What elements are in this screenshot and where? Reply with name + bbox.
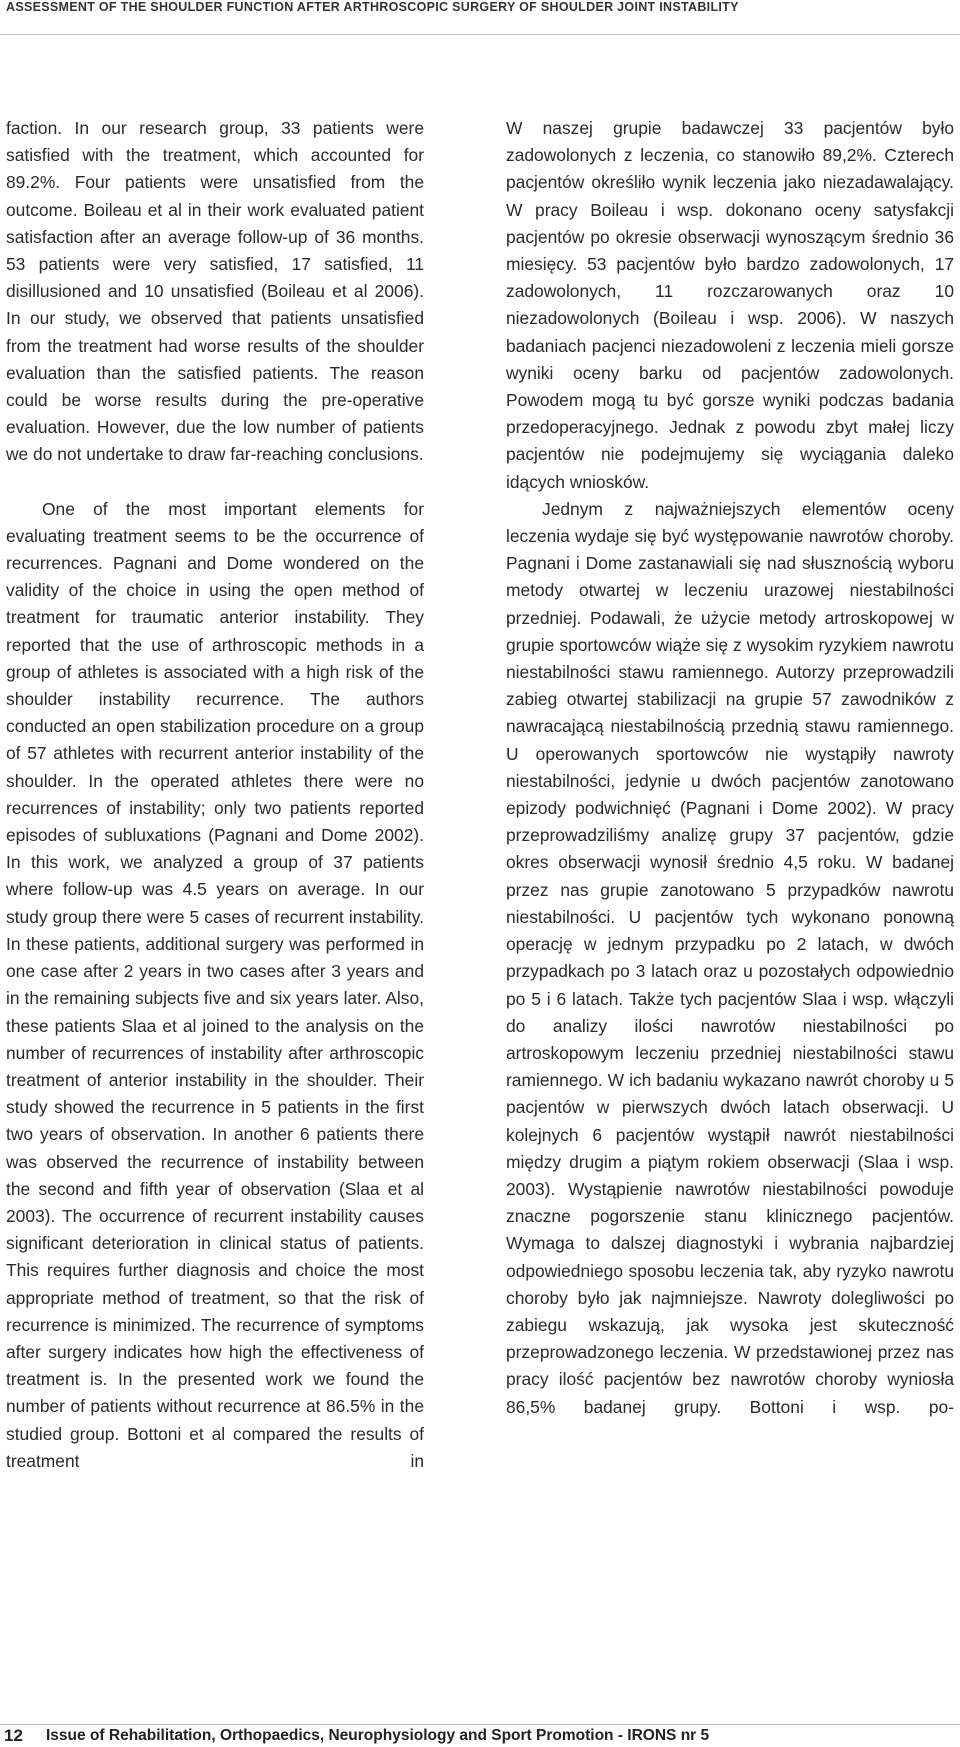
right-paragraph-recurrence: Jednym z najważniejszych elementów oceny leczenia wydaje się być występowanie nawrotów choroby. Pagnani i Dome zastanawiali się nad słusznością wyboru metody otwartej w leczeniu urazowej niestabilności przedniej. Podawali, że użycie metody artroskopowej w grupie sportowców wiąże się z wysokim ryzykiem nawrotu niestabilności stawu ramiennego. Autorzy przeprowadzili zabieg otwartej stabilizacji na grupie 57 zawodników z nawracającą niestabilnością przednią stawu ramiennego. U operowanych sportowców nie wystąpiły nawroty niestabilności, jedynie u dwóch pacjentów zanotowano epizody podwichnięć (Pagnani i Dome 2002). W pracy przeprowadziliśmy analizę grupy 37 pacjentów, gdzie okres obserwacji wynosił średnio 4,5 roku. W badanej przez nas grupie zanotowano 5 przypadków nawrotu niestabilności. U pacjentów tych wykonano ponowną operację w jednym przypadku po 2 latach, w dwóch przypadkach po 3 latach oraz u pozostałych odpowiednio po 5 i 6 latach. Także tych pacjentów Slaa i wsp. włączyli do analizy ilości nawrotów niestabilności po artroskopowym leczeniu przedniej niestabilności stawu ramiennego. W ich badaniu wykazano nawrót choroby u 5 pacjentów w pierwszych dwóch latach obserwacji. U kolejnych 6 pacjentów wystąpił nawrót niestabilności między drugim a piątym rokiem obserwacji (Slaa i wsp. 2003). Wystąpienie nawrotów niestabilności powoduje znaczne pogorszenie stanu klinicznego pacjentów. Wymaga to dalszej diagnostyki i wybrania najbardziej odpowiedniego sposobu leczenia tak, aby ryzyko nawrotu choroby było jak najmniejsze. Nawroty dolegliwości po zabiegu wskazują, jak wysoka jest skuteczność przeprowadzonego leczenia. W przedstawionej przez nas pracy ilość pacjentów bez nawrotów choroby wyniosła 86,5% badanej grupy. Bottoni i wsp. po-: [506, 498, 954, 1417]
running-header-title: ASSESSMENT OF THE SHOULDER FUNCTION AFTER ARTHROSCOPIC SURGERY OF SHOULDER JOINT INSTABILITY: [6, 0, 739, 14]
page-footer: [0, 1726, 960, 1747]
left-paragraph-satisfaction: faction. In our research group, 33 patients were satisfied with the treatment, which accounted for 89.2%. Four patients were unsatisfied from the outcome. Boileau et al in their work evaluated patient satisfaction after an average follow-up of 36 months. 53 patients were very satisfied, 17 satisfied, 11 disillusioned and 10 unsatisfied (Boileau et al 2006). In our study, we observed that patients unsatisfied from the treatment had worse results of the shoulder evaluation than the satisfied patients. The reason could be worse results during the pre-operative evaluation. However, due the low number of patients we do not undertake to draw far-reaching conclusions.: [6, 118, 424, 465]
left-column-english: [6, 115, 424, 1475]
right-paragraph-satisfaction: W naszej grupie badawczej 33 pacjentów było zadowolonych z leczenia, co stanowiło 89,2%. Czterech pacjentów określiło wynik leczenia jako niezadawalający. W pracy Boileau i wsp. dokonano oceny satysfakcji pacjentów po okresie obserwacji wynoszącym średnio 36 miesięcy. 53 pacjentów było bardzo zadowolonych, 17 zadowolonych, 11 rozczarowanych oraz 10 niezadowolonych (Boileau i wsp. 2006). W naszych badaniach pacjenci niezadowoleni z leczenia mieli gorsze wyniki oceny barku od pacjentów zadowolonych. Powodem mogą tu być gorsze wyniki podczas badania przedoperacyjnego. Jednak z powodu zbyt małej liczy pacjentów nie podejmujemy się wyciągania daleko idących wniosków.: [506, 118, 954, 492]
page-number: 12: [4, 1726, 23, 1745]
running-header: [0, 0, 960, 35]
right-column-polish: [506, 115, 954, 1421]
left-paragraph-recurrence: One of the most important elements for evaluating treatment seems to be the occurrence of recurrences. Pagnani and Dome wondered on the validity of the choice in using the open method of treatment for traumatic anterior instability. They reported that the use of arthroscopic methods in a group of athletes is associated with a high risk of the shoulder instability recurrence. The authors conducted an open stabilization procedure on a group of 57 athletes with recurrent anterior instability of the shoulder. In the operated athletes there were no recurrences of instability; only two patients reported episodes of subluxations (Pagnani and Dome 2002). In this work, we analyzed a group of 37 patients where follow-up was 4.5 years on average. In our study group there were 5 cases of recurrent instability. In these patients, additional surgery was performed in one case after 2 years in two cases after 3 years and in the remaining subjects five and six years later. Also, these patients Slaa et al joined to the analysis on the number of recurrences of instability after arthroscopic treatment of anterior instability in the shoulder. Their study showed the recurrence in 5 patients in the first two years of observation. In another 6 patients there was observed the recurrence of instability between the second and fifth year of observation (Slaa et al 2003). The occurrence of recurrent instability causes significant deterioration in clinical status of patients. This requires further diagnosis and choice the most appropriate method of treatment, so that the risk of recurrence is minimized. The recurrence of symptoms after surgery indicates how high the effectiveness of treatment is. In the presented work we found the number of patients without recurrence at 86.5% in the studied group. Bottoni et al compared the results of treatment in: [6, 498, 424, 1471]
footer-rule: [0, 1724, 960, 1725]
journal-title: Issue of Rehabilitation, Orthopaedics, Neurophysiology and Sport Promotion - IRONS nr 5: [46, 1727, 710, 1744]
